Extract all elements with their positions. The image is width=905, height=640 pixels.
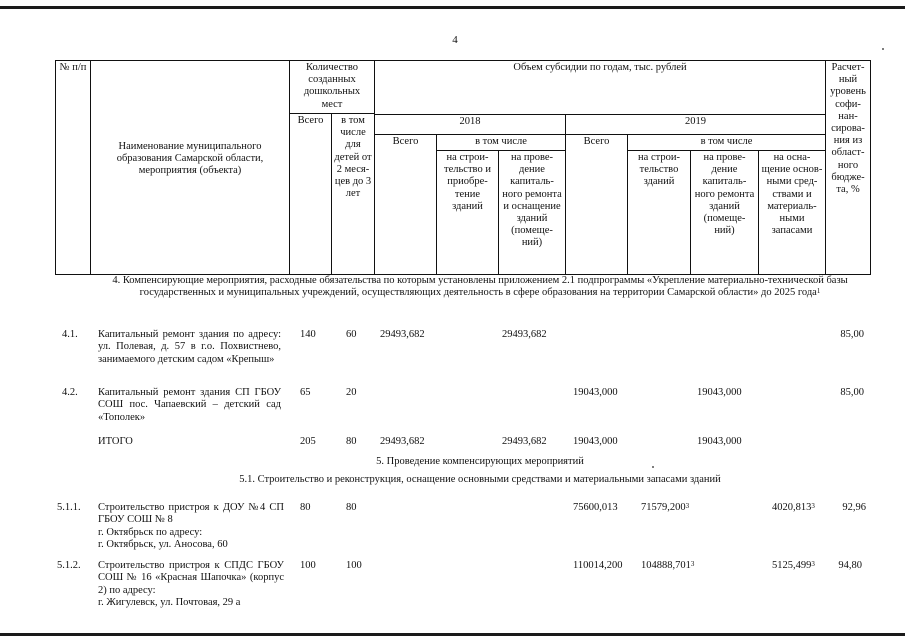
- row-places-children: 100: [346, 560, 362, 571]
- section-5-1-subtitle: 5.1. Строительство и реконструкция, оснащение основными средствами и материальными запасами зданий: [239, 474, 721, 485]
- row-2019-repair: 19043,000: [697, 387, 742, 398]
- row-2019-equipment: 4020,813$^3$: [772, 502, 815, 513]
- row-level: 85,00: [840, 387, 864, 398]
- header-name: Наименование муниципального образования Самарской области, мероприятия (объекта): [91, 60, 290, 275]
- row-2019-construction: 104888,701$^3$: [641, 560, 695, 571]
- page-number: 4: [452, 34, 458, 46]
- header-2018-incl: в том числе: [437, 135, 566, 151]
- header-2018-total: Всего: [375, 135, 437, 275]
- header-2019-construction: на строи- тельство зданий: [628, 151, 691, 275]
- total-2018-repair: 29493,682: [502, 436, 547, 447]
- top-border-line: [0, 6, 905, 9]
- row-name: Капитальный ремонт здания СП ГБОУ СОШ пос. Чапаевский – детский сад «Тополек»: [98, 387, 281, 423]
- row-num: 4.2.: [62, 387, 78, 398]
- total-2018-total: 29493,682: [380, 436, 425, 447]
- row-num: 5.1.2.: [57, 560, 81, 571]
- row-level: 94,80: [838, 560, 862, 571]
- row-places-children: 80: [346, 502, 357, 513]
- header-2019-incl: в том числе: [628, 135, 826, 151]
- header-2019-total: Всего: [566, 135, 628, 275]
- row-places-children: 20: [346, 387, 357, 398]
- bottom-border-line: [0, 633, 905, 636]
- total-label: ИТОГО: [98, 436, 133, 447]
- row-num: 5.1.1.: [57, 502, 81, 513]
- total-places-total: 205: [300, 436, 316, 447]
- total-2019-repair: 19043,000: [697, 436, 742, 447]
- header-places: Количество созданных дошкольных мест: [290, 60, 375, 114]
- header-subsidy: Объем субсидии по годам, тыс. рублей: [375, 60, 826, 115]
- header-num: № п/п: [55, 60, 91, 275]
- speck: [652, 466, 654, 468]
- row-level: 85,00: [840, 329, 864, 340]
- header-2018-construction: на строи- тельство и приобре- тение зданий: [437, 151, 499, 275]
- section-4-title: 4. Компенсирующие мероприятия, расходные обязательства по которым установлены приложением 2.1 подпрограммы «Укрепление материально-технической базы государственных и муниципальных учреждений, осуществляющих деятельность в сфере образования на территории Самарской области» до 2025 года$^1$: [112, 275, 848, 299]
- speck: [882, 48, 884, 50]
- row-name: Капитальный ремонт здания по адресу: ул. Полевая, д. 57 в г.о. Похвистнево, занимаемого детским садом «Крепыш»: [98, 329, 281, 365]
- header-year-2019: 2019: [566, 115, 826, 135]
- row-2019-total: 75600,013: [573, 502, 618, 513]
- row-places-total: 80: [300, 502, 311, 513]
- row-2019-construction: 71579,200$^3$: [641, 502, 690, 513]
- row-2018-repair: 29493,682: [502, 329, 547, 340]
- row-places-total: 100: [300, 560, 316, 571]
- row-2019-total: 110014,200: [573, 560, 623, 571]
- row-places-children: 60: [346, 329, 357, 340]
- header-places-total: Всего: [290, 114, 332, 275]
- row-level: 92,96: [842, 502, 866, 513]
- row-name: Строительство пристроя к СПДС ГБОУ СОШ № 16 «Красная Шапочка» (корпус 2) по адресу: г. Жигулевск, ул. Почтовая, 29 а: [98, 560, 284, 609]
- row-2019-total: 19043,000: [573, 387, 618, 398]
- row-2019-equipment: 5125,499$^3$: [772, 560, 815, 571]
- header-2019-repair: на прове- дение капиталь- ного ремонта зданий (помеще- ний): [691, 151, 759, 275]
- header-2018-repair: на прове- дение капиталь- ного ремонта и оснащение зданий (помеще- ний): [499, 151, 566, 275]
- row-num: 4.1.: [62, 329, 78, 340]
- row-places-total: 65: [300, 387, 311, 398]
- header-places-children: в том числе для детей от 2 меся- цев до 3 лет: [332, 114, 375, 275]
- row-2018-total: 29493,682: [380, 329, 425, 340]
- row-name: Строительство пристроя к ДОУ №4 СП ГБОУ СОШ № 8 г. Октябрьск по адресу: г. Октябрьск, ул. Аносова, 60: [98, 502, 284, 551]
- total-places-children: 80: [346, 436, 357, 447]
- header-cofinance-level: Расчет- ный уровень софи- нан- сирова- ния из област- ного бюдже- та, %: [826, 60, 871, 275]
- header-2019-equipment: на осна- щение основ- ными сред- ствами и материаль- ными запасами: [759, 151, 826, 275]
- header-year-2018: 2018: [375, 115, 566, 135]
- section-5-title: 5. Проведение компенсирующих мероприятий: [376, 456, 584, 467]
- row-places-total: 140: [300, 329, 316, 340]
- total-2019-total: 19043,000: [573, 436, 618, 447]
